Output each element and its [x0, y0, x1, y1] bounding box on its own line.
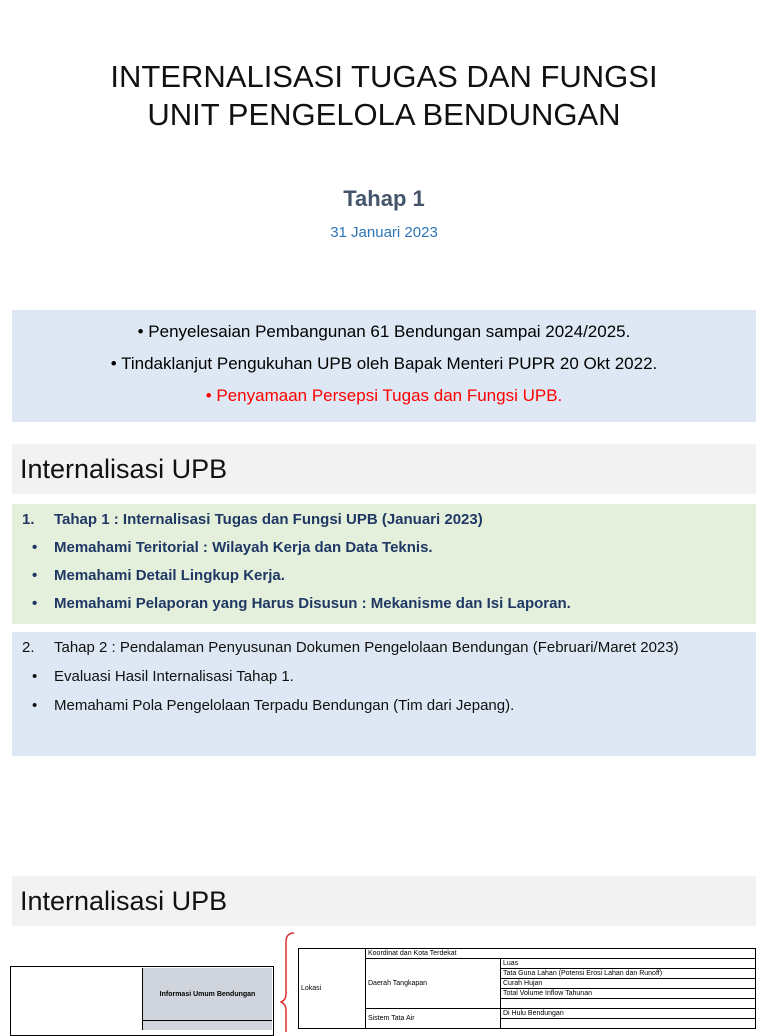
- table-cell: Total Volume Inflow Tahunan: [501, 989, 756, 999]
- list-item-text: Memahami Pola Pengelolaan Terpadu Bendungan (Tim dari Jepang).: [54, 697, 515, 714]
- bullet-icon: •: [32, 539, 38, 556]
- table-cell: Curah Hujan: [501, 979, 756, 989]
- step-2-box: [12, 632, 756, 756]
- bullet-icon: •: [32, 697, 38, 714]
- table-cell: Sistem Tata Air: [366, 1009, 501, 1029]
- step-2-title: [22, 638, 746, 657]
- summary-item-highlight: • Penyamaan Persepsi Tugas dan Fungsi UPB.: [205, 386, 563, 405]
- title-line-2: UNIT PENGELOLA BENDUNGAN: [147, 97, 621, 132]
- step-1-title: [22, 510, 746, 529]
- summary-box: [12, 310, 756, 422]
- list-item-text: Memahami Pelaporan yang Harus Disusun : Mekanisme dan Isi Laporan.: [54, 595, 571, 612]
- list-item: [22, 566, 746, 585]
- table-cell: Daerah Tangkapan: [366, 959, 501, 1009]
- list-item: [22, 696, 746, 715]
- table-cell: Di Hulu Bendungan: [501, 1009, 756, 1019]
- list-item: [22, 538, 746, 557]
- list-item-text: Memahami Detail Lingkup Kerja.: [54, 567, 285, 584]
- table-row: [299, 1009, 756, 1019]
- table-row: [299, 959, 756, 969]
- brace-connector: [280, 932, 296, 1032]
- section-heading: Internalisasi UPB: [12, 876, 756, 926]
- tree-node: [142, 1020, 272, 1030]
- bullet-icon: •: [32, 668, 38, 685]
- list-item: [22, 667, 746, 686]
- tree-node: Informasi Umum Bendungan: [142, 968, 272, 1020]
- list-item-text: Memahami Teritorial : Wilayah Kerja dan Data Teknis.: [54, 539, 433, 556]
- table-cell: Luas: [501, 959, 756, 969]
- table-row: [299, 949, 756, 959]
- slide-title: [0, 58, 768, 134]
- summary-item: • Penyelesaian Pembangunan 61 Bendungan sampai 2024/2025.: [137, 322, 631, 341]
- list-item-text: Evaluasi Hasil Internalisasi Tahap 1.: [54, 668, 294, 685]
- bullet-icon: •: [32, 567, 38, 584]
- info-table: [298, 948, 756, 1029]
- table-cell: Tata Guna Lahan (Potensi Erosi Lahan dan Runoff): [501, 969, 756, 979]
- summary-item: • Tindaklanjut Pengukuhan UPB oleh Bapak Menteri PUPR 20 Okt 2022.: [110, 354, 658, 373]
- table-cell: [501, 999, 756, 1009]
- step-number: 1.: [22, 511, 35, 528]
- date-label: 31 Januari 2023: [330, 224, 438, 241]
- list-item: [22, 594, 746, 613]
- section-heading: Internalisasi UPB: [12, 444, 756, 494]
- table-cell-group: Lokasi: [299, 949, 366, 1029]
- title-line-1: INTERNALISASI TUGAS DAN FUNGSI: [110, 59, 658, 94]
- step-number: 2.: [22, 639, 35, 656]
- table-cell: Koordinat dan Kota Terdekat: [366, 949, 756, 959]
- bullet-icon: •: [32, 595, 38, 612]
- step-title-text: Tahap 2 : Pendalaman Penyusunan Dokumen Pengelolaan Bendungan (Februari/Maret 2023): [54, 639, 679, 656]
- step-title-text: Tahap 1 : Internalisasi Tugas dan Fungsi UPB (Januari 2023): [54, 511, 483, 528]
- step-1-box: [12, 504, 756, 624]
- stage-label: Tahap 1: [343, 186, 425, 211]
